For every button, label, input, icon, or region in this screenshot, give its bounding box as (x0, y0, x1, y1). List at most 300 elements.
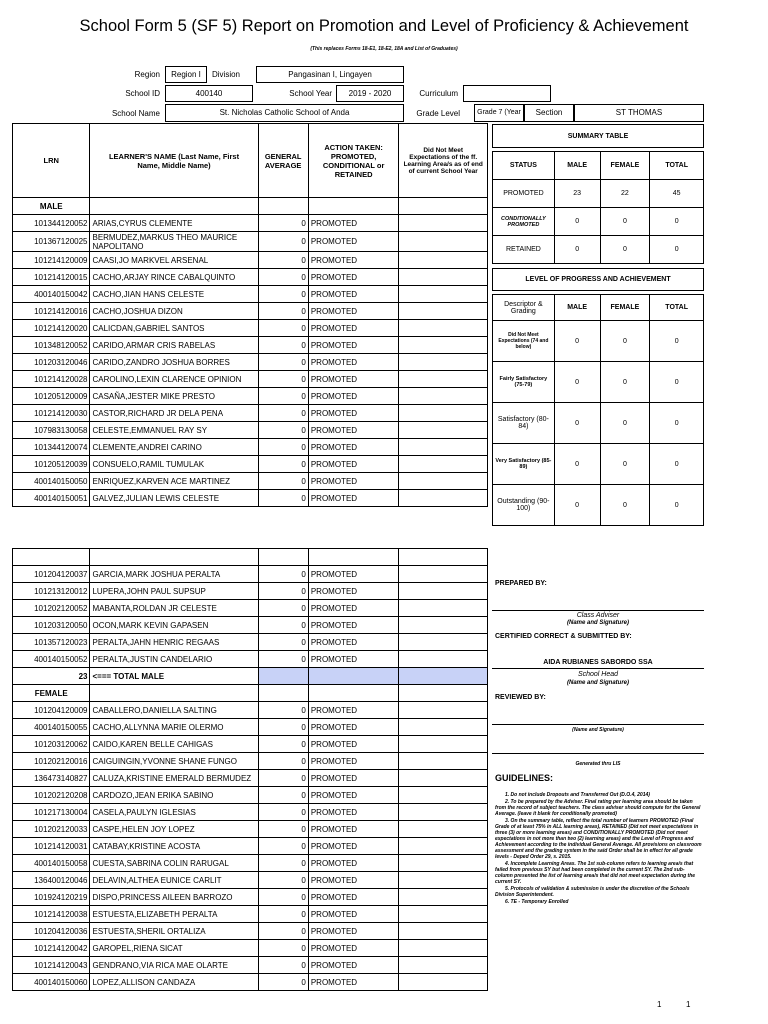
learner-did-not-meet (399, 583, 488, 600)
learner-did-not-meet (399, 753, 488, 770)
progress-title: LEVEL OF PROGRESS AND ACHIEVEMENT (493, 269, 704, 291)
learner-name: CAASI,JO MARKVEL ARSENAL (90, 252, 258, 269)
learner-name: CASPE,HELEN JOY LOPEZ (90, 821, 258, 838)
name-signature-3: (Name and Signature) (572, 727, 624, 733)
learner-name: GARCIA,MARK JOSHUA PERALTA (90, 566, 258, 583)
learner-lrn: 101344120052 (13, 215, 90, 232)
guideline-item: 5. Protocols of validation & submission is under the discretion of the Schools Division Superintendent. (495, 886, 690, 898)
learner-general-average: 0 (258, 923, 308, 940)
learner-general-average: 0 (258, 855, 308, 872)
learner-lrn: 400140150058 (13, 855, 90, 872)
learner-general-average: 0 (258, 388, 308, 405)
learner-name: PERALTA,JUSTIN CANDELARIO (90, 651, 258, 668)
learner-action-taken: PROMOTED (308, 787, 399, 804)
learner-general-average: 0 (258, 753, 308, 770)
learner-lrn: 101214120031 (13, 838, 90, 855)
summary-table (492, 124, 704, 264)
learner-action-taken: PROMOTED (308, 889, 399, 906)
header-lrn: LRN (13, 124, 90, 198)
learner-name: CARIDO,ARMAR CRIS RABELAS (90, 337, 258, 354)
learner-name: ENRIQUEZ,KARVEN ACE MARTINEZ (90, 473, 258, 490)
learner-action-taken: PROMOTED (308, 923, 399, 940)
learner-name: CLEMENTE,ANDREI CARINO (90, 439, 258, 456)
learner-did-not-meet (399, 651, 488, 668)
learner-lrn: 101214120030 (13, 405, 90, 422)
progress-row (493, 321, 704, 362)
learner-lrn: 101202120208 (13, 787, 90, 804)
male-learner-row (13, 422, 488, 439)
learner-general-average: 0 (258, 651, 308, 668)
male-learner-row (13, 371, 488, 388)
learner-action-taken: PROMOTED (308, 422, 399, 439)
learner-action-taken: PROMOTED (308, 583, 399, 600)
learner-did-not-meet (399, 872, 488, 889)
female-learner-row (13, 821, 488, 838)
learner-action-taken: PROMOTED (308, 473, 399, 490)
school-head-name: AIDA RUBIANES SABORDO SSA (543, 659, 653, 666)
learner-lrn: 101214120028 (13, 371, 90, 388)
learner-action-taken: PROMOTED (308, 736, 399, 753)
learner-name: PERALTA,JAHN HENRIC REGAAS (90, 634, 258, 651)
learner-did-not-meet (399, 736, 488, 753)
learner-did-not-meet (399, 617, 488, 634)
learner-name: GAROPEL,RIENA SICAT (90, 940, 258, 957)
male-learner-row (13, 456, 488, 473)
learner-general-average: 0 (258, 821, 308, 838)
learner-lrn: 400140150055 (13, 719, 90, 736)
learner-action-taken: PROMOTED (308, 770, 399, 787)
reviewed-by-label: REVIEWED BY: (495, 694, 546, 701)
learner-name: ESTUESTA,ELIZABETH PERALTA (90, 906, 258, 923)
learner-action-taken: PROMOTED (308, 651, 399, 668)
learner-general-average: 0 (258, 566, 308, 583)
summary-header-status: STATUS (493, 152, 555, 180)
male-learner-row (13, 651, 488, 668)
learner-general-average: 0 (258, 770, 308, 787)
summary-row-male: 23 (554, 180, 600, 208)
male-learner-row (13, 439, 488, 456)
learner-lrn: 101214120015 (13, 269, 90, 286)
learner-lrn: 101217130004 (13, 804, 90, 821)
learner-did-not-meet (399, 215, 488, 232)
learner-general-average: 0 (258, 303, 308, 320)
region-label: Region (134, 70, 160, 79)
learner-name: LUPERA,JOHN PAUL SUPSUP (90, 583, 258, 600)
male-learner-row (13, 583, 488, 600)
learner-did-not-meet (399, 337, 488, 354)
learner-name: CONSUELO,RAMIL TUMULAK (90, 456, 258, 473)
header-name: LEARNER'S NAME (Last Name, First Name, Middle Name) (90, 124, 258, 198)
guideline-item: 1. Do not include Dropouts and Transferred Out (D.O.4, 2014) (505, 792, 650, 798)
reviewer-signature-line (492, 724, 704, 725)
section-field: ST THOMAS (574, 104, 704, 122)
male-rows-page1 (13, 215, 488, 507)
division-field: Pangasinan I, Lingayen (256, 66, 404, 83)
header-action-taken: ACTION TAKEN: PROMOTED, CONDITIONAL or RETAINED (308, 124, 399, 198)
learner-general-average: 0 (258, 286, 308, 303)
learner-action-taken: PROMOTED (308, 303, 399, 320)
learner-action-taken: PROMOTED (308, 269, 399, 286)
learner-lrn: 101213120012 (13, 583, 90, 600)
summary-row-female: 0 (600, 208, 650, 236)
progress-row (493, 362, 704, 403)
learner-name: CABALLERO,DANIELLA SALTING (90, 702, 258, 719)
progress-header-descriptor: Descriptor & Grading (493, 295, 555, 321)
learner-general-average: 0 (258, 371, 308, 388)
grade-level-field: Grade 7 (Year (474, 104, 524, 122)
learners-table-page1 (12, 123, 488, 507)
learner-action-taken: PROMOTED (308, 337, 399, 354)
learner-name: ARIAS,CYRUS CLEMENTE (90, 215, 258, 232)
female-learner-row (13, 872, 488, 889)
progress-header-female: FEMALE (600, 295, 650, 321)
learner-action-taken: PROMOTED (308, 804, 399, 821)
learner-lrn: 400140150052 (13, 651, 90, 668)
progress-row (493, 444, 704, 485)
learner-action-taken: PROMOTED (308, 940, 399, 957)
progress-row-label: Outstanding (90-100) (493, 485, 555, 526)
male-learner-row (13, 286, 488, 303)
generated-label: Generated thru LIS (575, 761, 621, 767)
learner-lrn: 101348120052 (13, 337, 90, 354)
learner-action-taken: PROMOTED (308, 617, 399, 634)
male-learner-row (13, 215, 488, 232)
learner-lrn: 101203120046 (13, 354, 90, 371)
progress-header-total: TOTAL (650, 295, 704, 321)
learner-general-average: 0 (258, 702, 308, 719)
learner-name: CALUZA,KRISTINE EMERALD BERMUDEZ (90, 770, 258, 787)
learner-action-taken: PROMOTED (308, 600, 399, 617)
male-learner-row (13, 337, 488, 354)
summary-row-label: PROMOTED (493, 180, 555, 208)
learner-name: GALVEZ,JULIAN LEWIS CELESTE (90, 490, 258, 507)
learner-lrn: 101203120050 (13, 617, 90, 634)
male-learner-row (13, 354, 488, 371)
summary-header-female: FEMALE (600, 152, 650, 180)
learner-did-not-meet (399, 439, 488, 456)
learner-did-not-meet (399, 923, 488, 940)
progress-row-label: Fairly Satisfactory (75-79) (493, 362, 555, 403)
progress-row-female: 0 (600, 485, 650, 526)
summary-header-total: TOTAL (650, 152, 704, 180)
progress-row (493, 403, 704, 444)
learner-name: GENDRANO,VIA RICA MAE OLARTE (90, 957, 258, 974)
female-learner-row (13, 974, 488, 991)
summary-row (493, 236, 704, 264)
female-learner-row (13, 957, 488, 974)
learner-did-not-meet (399, 804, 488, 821)
learner-lrn: 101205120009 (13, 388, 90, 405)
progress-row-total: 0 (650, 362, 704, 403)
female-learner-row (13, 889, 488, 906)
learner-did-not-meet (399, 269, 488, 286)
learner-lrn: 101203120062 (13, 736, 90, 753)
learner-lrn: 101214120020 (13, 320, 90, 337)
learner-did-not-meet (399, 371, 488, 388)
summary-row-total: 45 (650, 180, 704, 208)
learner-name: CAIDO,KAREN BELLE CAHIGAS (90, 736, 258, 753)
progress-row-total: 0 (650, 403, 704, 444)
learner-name: CATABAY,KRISTINE ACOSTA (90, 838, 258, 855)
learner-lrn: 101202120016 (13, 753, 90, 770)
learner-action-taken: PROMOTED (308, 906, 399, 923)
learner-did-not-meet (399, 634, 488, 651)
guidelines-title: GUIDELINES: (495, 773, 554, 783)
learner-general-average: 0 (258, 617, 308, 634)
summary-row-label: CONDITIONALLY PROMOTED (493, 208, 555, 236)
progress-row-male: 0 (554, 485, 600, 526)
guideline-item: 6. TE - Temporary Enrolled (505, 899, 569, 905)
female-learner-row (13, 940, 488, 957)
learner-did-not-meet (399, 719, 488, 736)
summary-title: SUMMARY TABLE (493, 125, 704, 148)
learner-general-average: 0 (258, 232, 308, 252)
female-learner-row (13, 838, 488, 855)
learner-name: CASAÑA,JESTER MIKE PRESTO (90, 388, 258, 405)
learner-lrn: 101204120037 (13, 566, 90, 583)
progress-row (493, 485, 704, 526)
learner-did-not-meet (399, 957, 488, 974)
learner-did-not-meet (399, 838, 488, 855)
learner-lrn: 400140150060 (13, 974, 90, 991)
female-learner-row (13, 906, 488, 923)
progress-table (492, 268, 704, 526)
learner-lrn: 101202120033 (13, 821, 90, 838)
learner-action-taken: PROMOTED (308, 371, 399, 388)
learner-general-average: 0 (258, 634, 308, 651)
learner-name: DELAVIN,ALTHEA EUNICE CARLIT (90, 872, 258, 889)
guidelines-list (495, 792, 702, 906)
learner-did-not-meet (399, 232, 488, 252)
learner-did-not-meet (399, 354, 488, 371)
summary-row-male: 0 (554, 236, 600, 264)
female-learner-row (13, 702, 488, 719)
learner-did-not-meet (399, 303, 488, 320)
learner-action-taken: PROMOTED (308, 354, 399, 371)
learner-name: CELESTE,EMMANUEL RAY SY (90, 422, 258, 439)
learner-name: MABANTA,ROLDAN JR CELESTE (90, 600, 258, 617)
learner-did-not-meet (399, 821, 488, 838)
male-learner-row (13, 600, 488, 617)
learner-action-taken: PROMOTED (308, 252, 399, 269)
school-head-signature-line (492, 668, 704, 669)
summary-row-total: 0 (650, 208, 704, 236)
male-learner-row (13, 473, 488, 490)
female-learner-row (13, 736, 488, 753)
male-learner-row (13, 232, 488, 252)
learner-name: DISPO,PRINCESS AILEEN BARROZO (90, 889, 258, 906)
learner-general-average: 0 (258, 215, 308, 232)
learner-lrn: 101204120036 (13, 923, 90, 940)
learner-action-taken: PROMOTED (308, 215, 399, 232)
name-signature-1: (Name and Signature) (566, 620, 629, 626)
learner-name: CARDOZO,JEAN ERIKA SABINO (90, 787, 258, 804)
learner-action-taken: PROMOTED (308, 439, 399, 456)
learner-name: CACHO,ALLYNNA MARIE OLERMO (90, 719, 258, 736)
section-label: Section (524, 104, 574, 122)
learner-general-average: 0 (258, 872, 308, 889)
learner-general-average: 0 (258, 600, 308, 617)
learner-did-not-meet (399, 456, 488, 473)
progress-row-female: 0 (600, 444, 650, 485)
learner-name: OCON,MARK KEVIN GAPASEN (90, 617, 258, 634)
learner-lrn: 101214120042 (13, 940, 90, 957)
grade-level-label: Grade Level (416, 109, 460, 118)
learner-general-average: 0 (258, 906, 308, 923)
learner-name: CASTOR,RICHARD JR DELA PENA (90, 405, 258, 422)
learner-general-average: 0 (258, 957, 308, 974)
male-learner-row (13, 320, 488, 337)
learner-lrn: 101344120074 (13, 439, 90, 456)
male-learner-row (13, 252, 488, 269)
female-learner-row (13, 787, 488, 804)
learner-general-average: 0 (258, 889, 308, 906)
learner-name: CASELA,PAULYN IGLESIAS (90, 804, 258, 821)
learner-name: CACHO,JOSHUA DIZON (90, 303, 258, 320)
learner-name: CUESTA,SABRINA COLIN RARUGAL (90, 855, 258, 872)
learner-did-not-meet (399, 600, 488, 617)
total-male-count: 23 (13, 668, 90, 685)
learner-name: CACHO,JIAN HANS CELESTE (90, 286, 258, 303)
learner-action-taken: PROMOTED (308, 490, 399, 507)
summary-row-total: 0 (650, 236, 704, 264)
learner-general-average: 0 (258, 439, 308, 456)
learner-action-taken: PROMOTED (308, 838, 399, 855)
learner-name: CAIGUINGIN,YVONNE SHANE FUNGO (90, 753, 258, 770)
learner-did-not-meet (399, 889, 488, 906)
learner-action-taken: PROMOTED (308, 456, 399, 473)
learner-name: CAROLINO,LEXIN CLARENCE OPINION (90, 371, 258, 388)
progress-row-total: 0 (650, 444, 704, 485)
learner-did-not-meet (399, 787, 488, 804)
summary-row-label: RETAINED (493, 236, 555, 264)
learner-lrn: 101205120039 (13, 456, 90, 473)
learner-did-not-meet (399, 320, 488, 337)
summary-row-female: 0 (600, 236, 650, 264)
school-id-label: School ID (125, 89, 160, 98)
name-signature-2: (Name and Signature) (566, 680, 629, 686)
prepared-by-label: PREPARED BY: (495, 580, 547, 587)
learner-general-average: 0 (258, 736, 308, 753)
learner-general-average: 0 (258, 354, 308, 371)
learner-action-taken: PROMOTED (308, 855, 399, 872)
female-section-label: FEMALE (13, 685, 90, 702)
male-learner-row (13, 490, 488, 507)
learner-general-average: 0 (258, 787, 308, 804)
male-learner-row (13, 617, 488, 634)
progress-row-label: Did Not Meet Expectations (74 and below) (493, 321, 555, 362)
learner-general-average: 0 (258, 490, 308, 507)
learner-lrn: 101214120038 (13, 906, 90, 923)
page-number-2: 1 (686, 1000, 691, 1009)
learner-action-taken: PROMOTED (308, 872, 399, 889)
summary-row-male: 0 (554, 208, 600, 236)
female-learner-row (13, 770, 488, 787)
learner-did-not-meet (399, 940, 488, 957)
learner-action-taken: PROMOTED (308, 320, 399, 337)
learner-lrn: 400140150050 (13, 473, 90, 490)
male-learner-row (13, 566, 488, 583)
learner-action-taken: PROMOTED (308, 753, 399, 770)
progress-row-male: 0 (554, 362, 600, 403)
generated-line (492, 753, 704, 754)
learner-general-average: 0 (258, 719, 308, 736)
female-rows (13, 702, 488, 991)
learner-did-not-meet (399, 490, 488, 507)
learner-lrn: 101204120009 (13, 702, 90, 719)
learner-did-not-meet (399, 422, 488, 439)
learner-general-average: 0 (258, 269, 308, 286)
progress-row-female: 0 (600, 403, 650, 444)
male-learner-row (13, 269, 488, 286)
male-learner-row (13, 303, 488, 320)
progress-row-total: 0 (650, 321, 704, 362)
adviser-signature-line (492, 610, 704, 611)
learner-lrn: 136473140827 (13, 770, 90, 787)
male-learner-row (13, 405, 488, 422)
learner-action-taken: PROMOTED (308, 719, 399, 736)
region-field: Region I (165, 66, 207, 83)
learner-did-not-meet (399, 855, 488, 872)
learner-did-not-meet (399, 388, 488, 405)
learners-table-page2 (12, 548, 488, 991)
school-head-label: School Head (577, 671, 619, 678)
male-learner-row (13, 388, 488, 405)
learner-general-average: 0 (258, 974, 308, 991)
learner-general-average: 0 (258, 405, 308, 422)
learner-name: CALICDAN,GABRIEL SANTOS (90, 320, 258, 337)
female-learner-row (13, 923, 488, 940)
form-title: School Form 5 (SF 5) Report on Promotion and Level of Proficiency & Achievement (79, 17, 689, 35)
learner-action-taken: PROMOTED (308, 702, 399, 719)
guideline-item: 2. To be prepared by the Adviser. Final rating per learning area should be taken from the record of subject teachers. The class adviser should compute for the General Average. (leave it blank for conditionally promoted) (495, 799, 701, 817)
female-learner-row (13, 753, 488, 770)
class-adviser-label: Class Adviser (576, 612, 620, 619)
summary-row (493, 180, 704, 208)
learner-did-not-meet (399, 405, 488, 422)
progress-row-female: 0 (600, 362, 650, 403)
male-rows-page2 (13, 566, 488, 668)
male-section-label: MALE (13, 198, 90, 215)
learner-lrn: 101924120219 (13, 889, 90, 906)
guideline-item: 4. Incomplete Learning Areas. The 1st sub-column refers to learning area/s that failed from previous SY but had been completed in the current SY. The 2nd sub-column presented the list of learning area/s that did not meet expectation during the current SY. (495, 861, 696, 885)
summary-rows (493, 180, 704, 264)
division-label: Division (212, 70, 241, 79)
progress-rows (493, 321, 704, 526)
guideline-item: 3. On the summary table, reflect the total number of learners PROMOTED (Final Grade of at least 75% in ALL learning areas), RETAINED (Did not meet expectations in three (3) or more learning areas) and CONDITIONALLY PROMOTED (Did not meet expectations in not more than two (2) learning areas) and the Level of Progress and Achievement according to the individual General Average. All provisions on classroom assessment and the grading system in the said Order shall be in effect for all grade levels - Deped Order 29, s. 2015. (495, 818, 702, 860)
progress-row-total: 0 (650, 485, 704, 526)
learner-name: CACHO,ARJAY RINCE CABALQUINTO (90, 269, 258, 286)
school-id-field: 400140 (165, 85, 253, 102)
form-subtitle: (This replaces Forms 18-E1, 18-E2, 18A and List of Graduates) (310, 46, 458, 52)
learner-did-not-meet (399, 473, 488, 490)
learner-did-not-meet (399, 566, 488, 583)
total-male-label: <=== TOTAL MALE (90, 668, 258, 685)
learner-lrn: 400140150042 (13, 286, 90, 303)
learner-general-average: 0 (258, 473, 308, 490)
progress-row-male: 0 (554, 444, 600, 485)
learner-did-not-meet (399, 974, 488, 991)
school-year-field: 2019 - 2020 (336, 85, 404, 102)
male-learner-row (13, 634, 488, 651)
certified-label: CERTIFIED CORRECT & SUBMITTED BY: (495, 633, 632, 640)
learner-did-not-meet (399, 252, 488, 269)
school-year-label: School Year (289, 89, 332, 98)
learner-lrn: 101357120023 (13, 634, 90, 651)
school-name-label: School Name (111, 109, 160, 118)
learner-action-taken: PROMOTED (308, 634, 399, 651)
learner-general-average: 0 (258, 320, 308, 337)
